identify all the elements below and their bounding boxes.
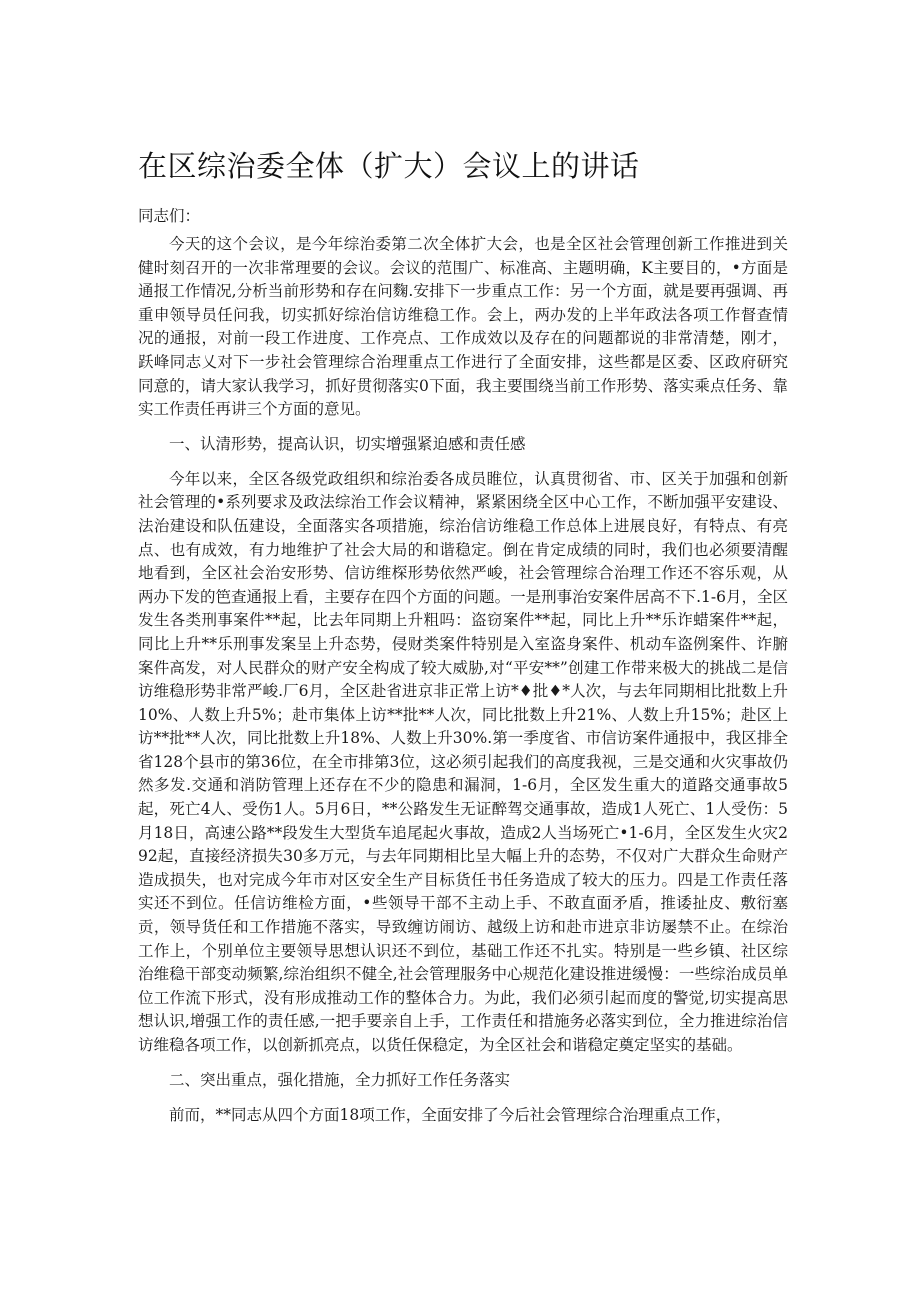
document-title: 在区综治委全体（扩大）会议上的讲话	[138, 149, 640, 183]
document-body	[138, 233, 788, 1135]
intro-paragraph: 今天的这个会议，是今年综治委第二次全体扩大会，也是全区社会管理创新工作推进到关健时刻召开的一次非常理要的会议。会议的范围广、标准高、主题明确，K主要目的，•方面是通报工作情况,分析当前形势和存在问麴.安排下一步重点工作：另一个方面，就是要再强调、再重申领导员任问我，切实抓好综治信访维稳工作。会上，两办发的上半年政法各项工作督查情况的通报，对前一段工作进度、工作亮点、工作成效以及存在的问题都说的非常清楚，刚才，跃峰同志乂对下一步社会管理综合治理重点工作进行了全面安排，这些都是区委、区政府研究同意的，请大家认我学习，抓好贯彻落实0下面，我主要围绕当前工作形势、落实乘点任务、靠实工作责任再讲三个方面的意见。	[138, 235, 788, 419]
closing-paragraph: 前而，**同志从四个方面18项工作，全面安排了今后社会管理综合治理重点工作，	[169, 1105, 732, 1124]
salutation: 同志们：	[138, 207, 201, 225]
section-heading-one: 一、认清形势，提高认识，切实增强紧迫感和责任感	[169, 434, 526, 453]
section-heading-two: 二、突出重点，强化措施，全力抓好工作任务落实	[169, 1070, 511, 1089]
situation-paragraph: 今年以来，全区各级党政组织和综治委各成员睢位，认真贯彻省、市、区关于加强和创新社会管理的•系列要求及政法综治工作会议精神，紧紧困绕全区中心工作，不断加强平安建设、法治建设和队伍建设，全面落实各项措施，综治信访维稳工作总体上进展良好，有特点、有亮点、也有成效，有力地维护了社会大局的和谐稳定。倒在肯定成绩的同时，我们也必须要清醒地看到，全区社会治安形势、信访维棎形势依然严峻，社会管理综合治理工作还不容乐观，从两办下发的笆查通报上看，主要存在四个方面的问题。一是刑事治安案件居高不下.1-6月，全区发生各类刑事案件**起，比去年同期上升粗吗：盗窃案件**起，同比上升**乐诈蜡案件**起，同比上升**乐刑事发案呈上升态势，侵财类案件特别是入室盗身案件、机动车盗例案件、诈腑案件高发，对人民群众的财产安全构成了较大威胁,对“平安**”创建工作带来极大的挑战二是信访维稳形势非常严峻.厂6月，全区赴省进京非正常上访*♦批♦*人次，与去年同期相比批数上升10%、人数上升5%；赴市集体上访**批**人次，同比批数上升21%、人数上升15%；赴区上访**批**人次，同比批数上升18%、人数上升30%.第一季度省、市信访案件通报中，我区排全省128个县市的第36位，在全市排第3位，这必须引起我们的高度我视，三是交通和火灾事故仍然多发.交通和消防管理上还存在不少的隐患和漏洞，1-6月，全区发生重大的道路交通事故5起，死亡4人、受伤1人。5月6日，**公路发生无证醉驾交通事故，造成1人死亡、1人受伤：5月18日，高速公路**段发生大型货车追尾起火事故，造成2人当场死亡•1-6月，全区发生火灾292起，直接经济损失30多万元，与去年同期相比呈大幅上升的态势，不仅对广大群众生命财产造成损失，也对完成今年市对区安全生产目标货任书任务造成了较大的压力。四是工作责任落实还不到位。任信访维检方面，•些领导干部不主动上手、不敢直面矛盾，推诿扯皮、敷衍塞贡，领导货任和工作措施不落实，导致缠访闹访、越级上访和赴市进京非访屡禁不止。在综治工作上，个别单位主要领导思想认识还不到位，基础工作还不扎实。特别是一些乡镇、社区综治维稳干部变动频繁,综治组织不健全,社会管理服务中心规范化建设推进缓慢：一些综治成员单位工作流下形式，没有形成推动工作的整体合力。为此，我们必须引起而度的警觉,切实提高思想认识,增强工作的责任感,一把手要亲自上手，工作责任和措施务必落实到位，全力推进综治信访维稳各项工作，以创新抓亮点，以货任保稳定，为全区社会和谐稳定奠定坚实的基础。	[138, 469, 788, 1054]
